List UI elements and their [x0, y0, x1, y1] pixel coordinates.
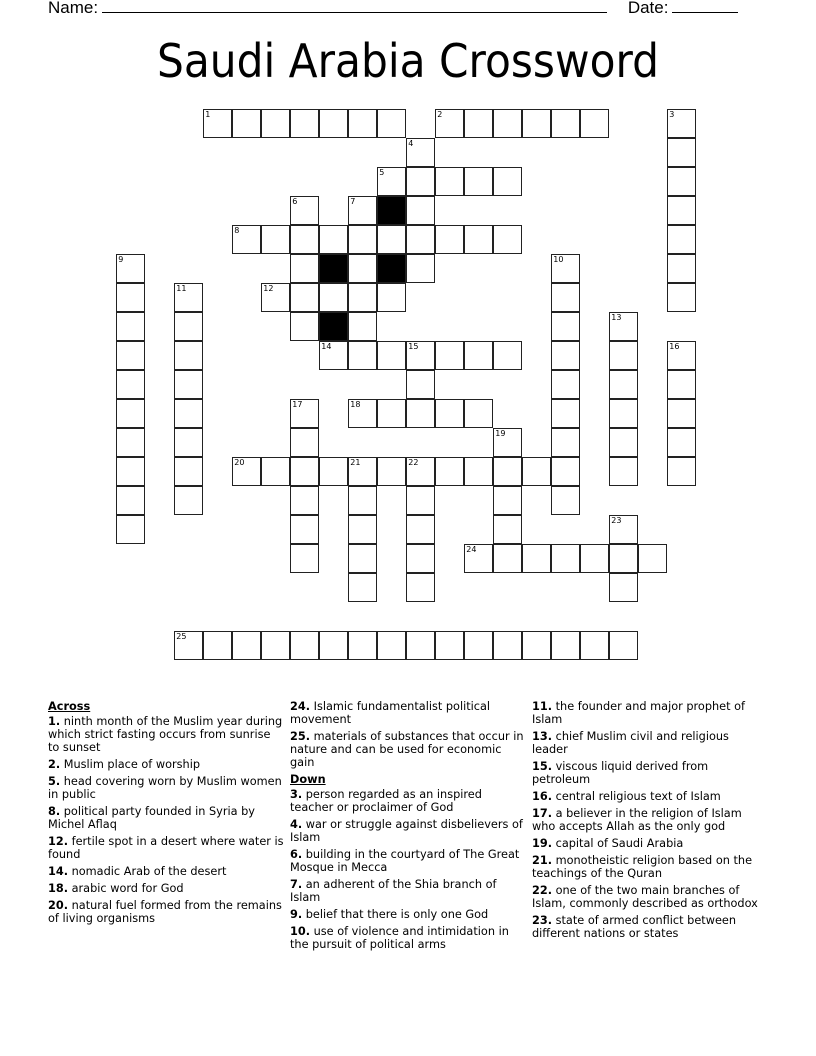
grid-cell[interactable]: [609, 312, 638, 341]
grid-cell[interactable]: [493, 544, 522, 573]
grid-cell[interactable]: [203, 109, 232, 138]
grid-cell[interactable]: [174, 399, 203, 428]
grid-cell[interactable]: [406, 515, 435, 544]
grid-cell[interactable]: [551, 254, 580, 283]
grid-cell[interactable]: [319, 341, 348, 370]
grid-cell[interactable]: [348, 573, 377, 602]
grid-cell[interactable]: [290, 399, 319, 428]
clue-number: 4: [408, 139, 414, 149]
grid-cell[interactable]: [406, 254, 435, 283]
black-cell: [377, 254, 406, 283]
clue-number: 25: [176, 632, 187, 642]
grid-cell[interactable]: [522, 457, 551, 486]
clue-across-8: 8. political party founded in Syria by Michel Aflaq: [48, 805, 255, 831]
clues-column-2: [290, 700, 526, 955]
grid-cell[interactable]: [348, 109, 377, 138]
grid-cell[interactable]: [464, 167, 493, 196]
grid-cell[interactable]: [493, 428, 522, 457]
grid-cell[interactable]: [406, 486, 435, 515]
grid-cell[interactable]: [377, 109, 406, 138]
grid-cell[interactable]: [406, 457, 435, 486]
clue-number: 11: [176, 284, 187, 294]
grid-cell[interactable]: [435, 109, 464, 138]
grid-cell[interactable]: [290, 631, 319, 660]
grid-cell[interactable]: [174, 370, 203, 399]
grid-cell[interactable]: [667, 167, 696, 196]
grid-cell[interactable]: [493, 515, 522, 544]
grid-cell[interactable]: [493, 109, 522, 138]
grid-cell[interactable]: [116, 515, 145, 544]
clue-number: 23: [611, 516, 622, 526]
clue-across-18: 18. arabic word for God: [48, 882, 184, 895]
clue-down-3: 3. person regarded as an inspired teacher or proclaimer of God: [290, 788, 482, 814]
clue-down-22: 22. one of the two main branches of Islam, commonly described as orthodox: [532, 884, 758, 910]
clue-number: 13: [611, 313, 622, 323]
grid-cell[interactable]: [348, 457, 377, 486]
clue-number: 5: [379, 168, 385, 178]
clue-number: 2: [437, 110, 443, 120]
grid-cell[interactable]: [377, 399, 406, 428]
clue-down-10: 10. use of violence and intimidation in the pursuit of political arms: [290, 925, 509, 951]
clue-number: 12: [263, 284, 274, 294]
grid-cell[interactable]: [261, 283, 290, 312]
grid-cell[interactable]: [377, 631, 406, 660]
grid-cell[interactable]: [667, 457, 696, 486]
grid-cell[interactable]: [551, 486, 580, 515]
clue-number: 16: [669, 342, 680, 352]
grid-cell[interactable]: [667, 370, 696, 399]
grid-cell[interactable]: [435, 457, 464, 486]
clue-number: 22: [408, 458, 419, 468]
grid-cell[interactable]: [609, 399, 638, 428]
grid-cell[interactable]: [493, 486, 522, 515]
grid-cell[interactable]: [290, 109, 319, 138]
grid-cell[interactable]: [290, 544, 319, 573]
grid-cell[interactable]: [551, 312, 580, 341]
clue-across-2: 2. Muslim place of worship: [48, 758, 201, 771]
clue-down-4: 4. war or struggle against disbelievers of Islam: [290, 818, 523, 844]
grid-cell[interactable]: [406, 544, 435, 573]
clue-down-13: 13. chief Muslim civil and religious leader: [532, 730, 729, 756]
grid-cell[interactable]: [667, 283, 696, 312]
grid-cell[interactable]: [551, 399, 580, 428]
date-label: Date:: [627, 0, 669, 17]
grid-cell[interactable]: [464, 631, 493, 660]
grid-cell[interactable]: [348, 544, 377, 573]
grid-cell[interactable]: [522, 109, 551, 138]
grid-cell[interactable]: [667, 225, 696, 254]
grid-cell[interactable]: [290, 283, 319, 312]
grid-cell[interactable]: [116, 283, 145, 312]
grid-cell[interactable]: [116, 341, 145, 370]
clue-down-19: 19. capital of Saudi Arabia: [532, 837, 684, 850]
grid-cell[interactable]: [174, 341, 203, 370]
clue-number: 7: [350, 197, 356, 207]
grid-cell[interactable]: [290, 428, 319, 457]
grid-cell[interactable]: [406, 225, 435, 254]
grid-cell[interactable]: [638, 544, 667, 573]
down-heading: Down: [290, 773, 326, 786]
grid-cell[interactable]: [116, 457, 145, 486]
grid-cell[interactable]: [290, 254, 319, 283]
clue-across-5: 5. head covering worn by Muslim women in public: [48, 775, 282, 801]
clue-number: 6: [292, 197, 298, 207]
grid-cell[interactable]: [290, 457, 319, 486]
name-label: Name:: [48, 0, 99, 17]
clue-number: 14: [321, 342, 332, 352]
grid-cell[interactable]: [551, 341, 580, 370]
grid-cell[interactable]: [609, 341, 638, 370]
grid-cell[interactable]: [377, 225, 406, 254]
clue-number: 15: [408, 342, 419, 352]
grid-cell[interactable]: [435, 399, 464, 428]
grid-cell[interactable]: [406, 196, 435, 225]
grid-cell[interactable]: [348, 631, 377, 660]
clue-number: 24: [466, 545, 477, 555]
grid-cell[interactable]: [493, 457, 522, 486]
grid-cell[interactable]: [348, 515, 377, 544]
clue-number: 1: [205, 110, 211, 120]
grid-cell[interactable]: [261, 109, 290, 138]
grid-cell[interactable]: [290, 312, 319, 341]
grid-cell[interactable]: [348, 399, 377, 428]
grid-cell[interactable]: [348, 196, 377, 225]
grid-cell[interactable]: [319, 109, 348, 138]
grid-cell[interactable]: [116, 312, 145, 341]
grid-cell[interactable]: [493, 631, 522, 660]
clue-number: 19: [495, 429, 506, 439]
grid-cell[interactable]: [435, 225, 464, 254]
grid-cell[interactable]: [551, 370, 580, 399]
grid-cell[interactable]: [348, 341, 377, 370]
grid-cell[interactable]: [319, 631, 348, 660]
clue-down-6: 6. building in the courtyard of The Great Mosque in Mecca: [290, 848, 520, 874]
grid-cell[interactable]: [348, 312, 377, 341]
grid-cell[interactable]: [667, 109, 696, 138]
grid-cell[interactable]: [406, 167, 435, 196]
clues-column-1: [48, 700, 284, 929]
grid-cell[interactable]: [522, 544, 551, 573]
grid-cell[interactable]: [290, 515, 319, 544]
clue-down-7: 7. an adherent of the Shia branch of Islam: [290, 878, 497, 904]
grid-cell[interactable]: [116, 370, 145, 399]
grid-cell[interactable]: [551, 109, 580, 138]
black-cell: [377, 196, 406, 225]
grid-cell[interactable]: [609, 370, 638, 399]
black-cell: [319, 254, 348, 283]
grid-cell[interactable]: [290, 225, 319, 254]
grid-cell[interactable]: [116, 486, 145, 515]
grid-cell[interactable]: [116, 428, 145, 457]
clue-number: 20: [234, 458, 245, 468]
clue-down-21: 21. monotheistic religion based on the teachings of the Quran: [532, 854, 753, 880]
grid-cell[interactable]: [377, 167, 406, 196]
grid-cell[interactable]: [116, 254, 145, 283]
grid-cell[interactable]: [406, 573, 435, 602]
grid-cell[interactable]: [609, 544, 638, 573]
grid-cell[interactable]: [377, 341, 406, 370]
grid-cell[interactable]: [290, 196, 319, 225]
grid-cell[interactable]: [551, 457, 580, 486]
clue-across-24: 24. Islamic fundamentalist political movement: [290, 700, 491, 726]
grid-cell[interactable]: [232, 109, 261, 138]
grid-cell[interactable]: [174, 312, 203, 341]
clue-down-17: 17. a believer in the religion of Islam who accepts Allah as the only god: [532, 807, 742, 833]
clue-number: 3: [669, 110, 675, 120]
clue-down-15: 15. viscous liquid derived from petroleum: [532, 760, 709, 786]
grid-cell[interactable]: [174, 631, 203, 660]
grid-cell[interactable]: [174, 283, 203, 312]
grid-cell[interactable]: [319, 283, 348, 312]
grid-cell[interactable]: [522, 631, 551, 660]
grid-cell[interactable]: [580, 631, 609, 660]
grid-cell[interactable]: [406, 370, 435, 399]
grid-cell[interactable]: [551, 283, 580, 312]
grid-cell[interactable]: [464, 225, 493, 254]
grid-cell[interactable]: [609, 428, 638, 457]
grid-cell[interactable]: [464, 109, 493, 138]
grid-cell[interactable]: [377, 457, 406, 486]
grid-cell[interactable]: [609, 631, 638, 660]
grid-cell[interactable]: [493, 167, 522, 196]
grid-cell[interactable]: [232, 457, 261, 486]
grid-cell[interactable]: [464, 341, 493, 370]
grid-cell[interactable]: [493, 341, 522, 370]
grid-cell[interactable]: [406, 341, 435, 370]
clue-across-14: 14. nomadic Arab of the desert: [48, 865, 227, 878]
grid-cell[interactable]: [348, 254, 377, 283]
grid-cell[interactable]: [609, 457, 638, 486]
grid-cell[interactable]: [174, 457, 203, 486]
grid-cell[interactable]: [667, 254, 696, 283]
clue-down-11: 11. the founder and major prophet of Islam: [532, 700, 746, 726]
grid-cell[interactable]: [203, 631, 232, 660]
grid-cell[interactable]: [116, 399, 145, 428]
clue-number: 18: [350, 400, 361, 410]
page-title: Saudi Arabia Crossword: [156, 34, 660, 88]
grid-cell[interactable]: [435, 167, 464, 196]
grid-cell[interactable]: [261, 457, 290, 486]
grid-cell[interactable]: [464, 399, 493, 428]
grid-cell[interactable]: [551, 428, 580, 457]
grid-cell[interactable]: [348, 486, 377, 515]
clue-number: 17: [292, 400, 303, 410]
clue-number: 21: [350, 458, 361, 468]
grid-cell[interactable]: [493, 225, 522, 254]
clue-down-9: 9. belief that there is only one God: [290, 908, 489, 921]
grid-cell[interactable]: [406, 631, 435, 660]
grid-cell[interactable]: [261, 225, 290, 254]
grid-cell[interactable]: [609, 573, 638, 602]
grid-cell[interactable]: [232, 631, 261, 660]
grid-cell[interactable]: [580, 109, 609, 138]
grid-cell[interactable]: [667, 428, 696, 457]
grid-cell[interactable]: [667, 399, 696, 428]
grid-cell[interactable]: [667, 138, 696, 167]
across-heading: Across: [48, 700, 91, 713]
clue-down-16: 16. central religious text of Islam: [532, 790, 721, 803]
black-cell: [319, 312, 348, 341]
clue-across-25: 25. materials of substances that occur in nature and can be used for economic gain: [290, 730, 524, 769]
grid-cell[interactable]: [406, 138, 435, 167]
clue-number: 10: [553, 255, 564, 265]
grid-cell[interactable]: [464, 457, 493, 486]
grid-cell[interactable]: [435, 631, 464, 660]
clue-across-20: 20. natural fuel formed from the remains of living organisms: [48, 899, 282, 925]
clue-across-12: 12. fertile spot in a desert where water is found: [48, 835, 284, 861]
grid-cell[interactable]: [580, 544, 609, 573]
grid-cell[interactable]: [551, 631, 580, 660]
grid-cell[interactable]: [290, 486, 319, 515]
grid-cell[interactable]: [232, 225, 261, 254]
grid-cell[interactable]: [174, 428, 203, 457]
grid-cell[interactable]: [551, 544, 580, 573]
clue-down-23: 23. state of armed conflict between different nations or states: [532, 914, 737, 940]
grid-cell[interactable]: [319, 225, 348, 254]
clue-number: 9: [118, 255, 124, 265]
grid-cell[interactable]: [174, 486, 203, 515]
grid-cell[interactable]: [261, 631, 290, 660]
grid-cell[interactable]: [348, 283, 377, 312]
grid-cell[interactable]: [609, 515, 638, 544]
grid-cell[interactable]: [348, 225, 377, 254]
grid-cell[interactable]: [464, 544, 493, 573]
grid-cell[interactable]: [406, 399, 435, 428]
grid-cell[interactable]: [667, 196, 696, 225]
grid-cell[interactable]: [377, 283, 406, 312]
clue-across-1: 1. ninth month of the Muslim year during which strict fasting occurs from sunrise to sunset: [48, 715, 283, 754]
grid-cell[interactable]: [435, 341, 464, 370]
clue-number: 8: [234, 226, 240, 236]
grid-cell[interactable]: [319, 457, 348, 486]
grid-cell[interactable]: [667, 341, 696, 370]
clues-column-3: [532, 700, 768, 944]
